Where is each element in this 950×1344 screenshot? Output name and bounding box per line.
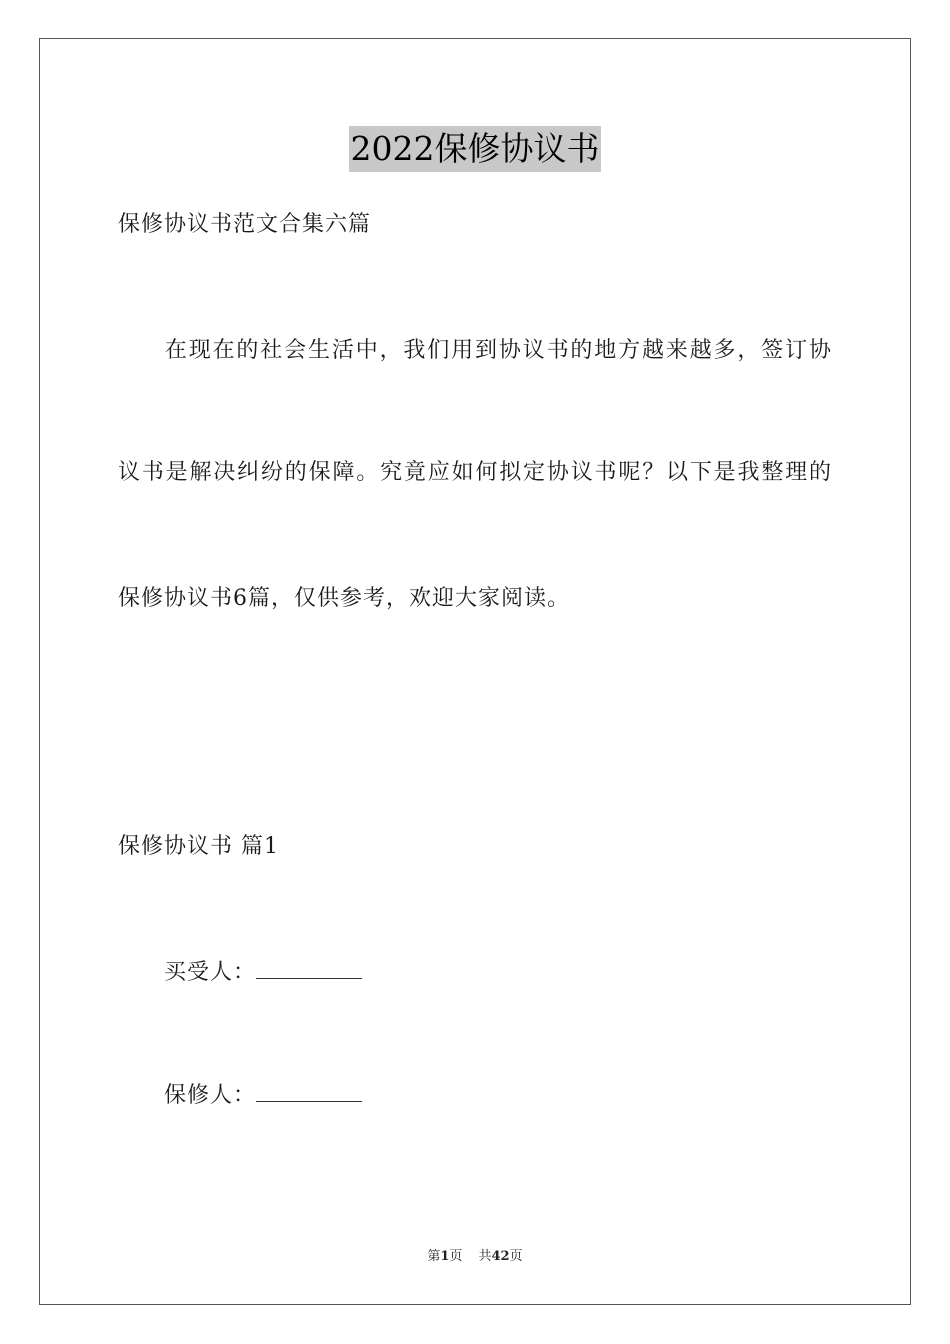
buyer-label: 买受人： [164,960,257,985]
footer-total-pages: 42 [491,1249,510,1264]
footer-page-suffix: 页 [449,1249,463,1264]
buyer-field [164,958,362,988]
page-footer [0,1249,950,1265]
section-heading: 保修协议书 篇1 [118,834,279,859]
intro-paragraph-line-1 [118,336,832,366]
warrantor-blank-line[interactable] [256,1081,362,1102]
intro-paragraph-line-2: 议书是解决纠纷的保障。究竟应如何拟定协议书呢？以下是我整理的 [118,460,832,485]
document-title: 2022保修协议书 [349,126,602,172]
warrantor-field [164,1081,362,1111]
warrantor-label: 保修人： [164,1083,257,1108]
footer-total-suffix: 页 [509,1249,523,1264]
intro-line-1-text: 在现在的社会生活中，我们用到协议书的地方越来越多，签订协 [164,338,832,363]
buyer-blank-line[interactable] [256,958,362,979]
intro-paragraph-line-3: 保修协议书6篇，仅供参考，欢迎大家阅读。 [118,586,570,611]
footer-page-number: 1 [440,1249,450,1264]
footer-prefix: 第 [427,1249,441,1264]
document-subtitle: 保修协议书范文合集六篇 [118,212,372,237]
document-title-block [0,126,950,172]
footer-total-prefix: 共 [478,1249,492,1264]
